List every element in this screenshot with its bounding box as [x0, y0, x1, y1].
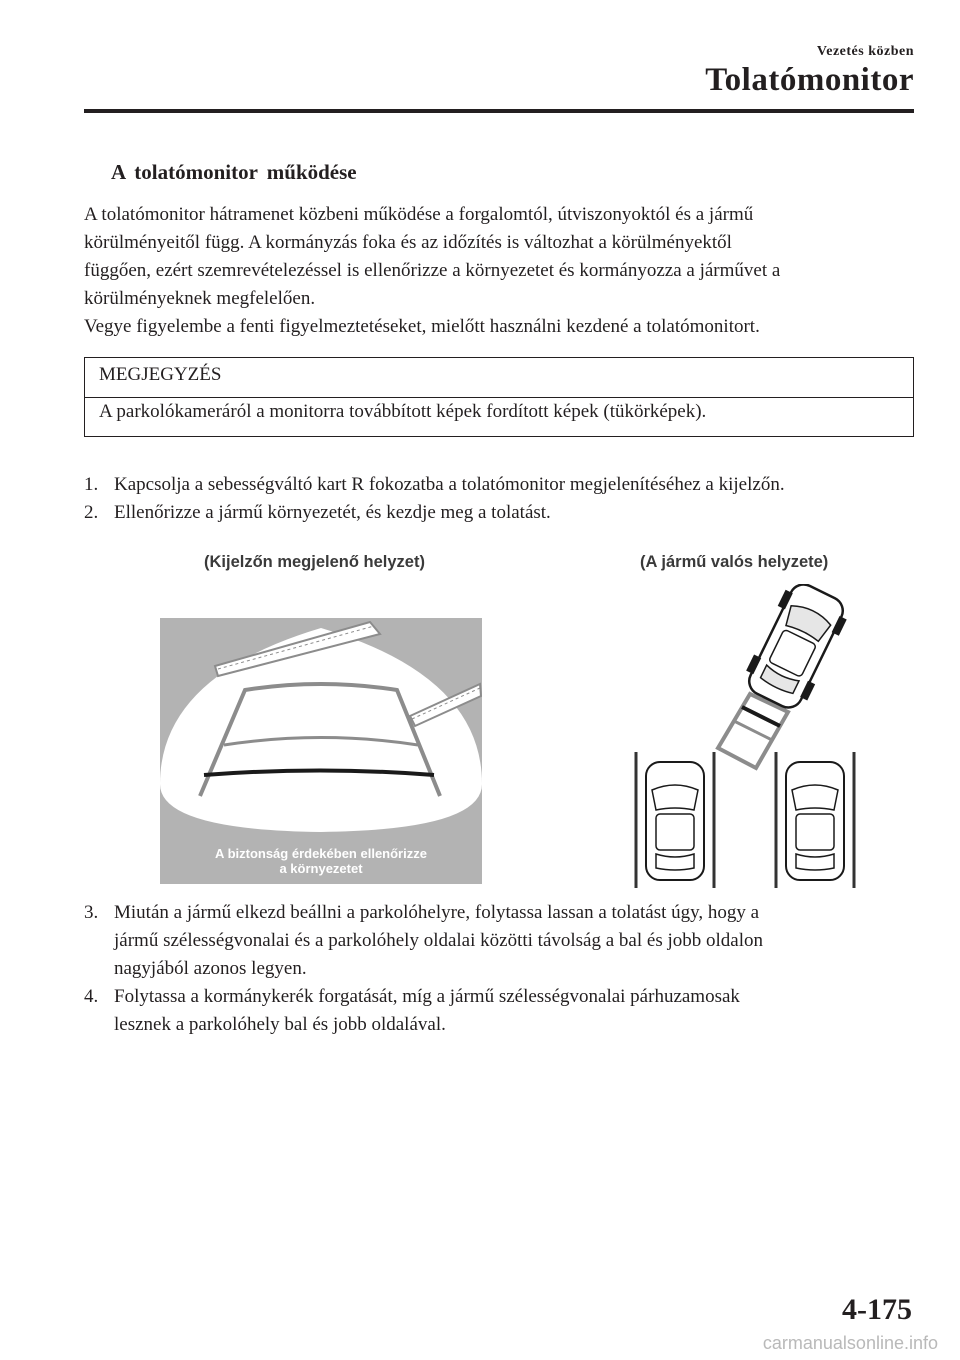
- vehicle-position-illustration: [628, 584, 860, 890]
- note-title: MEGJEGYZÉS: [99, 364, 222, 385]
- caption-display-view: (Kijelzőn megjelenő helyzet): [204, 553, 425, 571]
- step-item-continued: [84, 1011, 924, 1039]
- step-number: 1.: [84, 474, 99, 495]
- parked-car-left: [646, 762, 704, 880]
- intro-line: Vegye figyelembe a fenti figyelmeztetéseket, mielőtt használni kezdené a tolatómonitort.: [84, 316, 760, 337]
- step-text: nagyjából azonos legyen.: [114, 958, 307, 979]
- intro-line: függően, ezért szemrevételezéssel is ellenőrizze a környezetet és kormányozza a járművet a: [84, 260, 781, 281]
- intro-line: körülményeitől függ. A kormányzás foka és az időzítés is változhat a körülményektől: [84, 232, 732, 253]
- step-item-continued: [84, 955, 924, 983]
- step-item-continued: [84, 927, 924, 955]
- page-title: Tolatómonitor: [705, 62, 914, 98]
- intro-line: körülményeknek megfelelően.: [84, 288, 316, 309]
- section-label: Vezetés közben: [816, 44, 914, 59]
- step-text: Miután a jármű elkezd beállni a parkolóhelyre, folytassa lassan a tolatást úgy, hogy a: [114, 902, 760, 923]
- step-text: lesznek a parkolóhely bal és jobb oldalával.: [114, 1014, 446, 1035]
- step-item: [84, 499, 924, 527]
- page-number: 4-175: [842, 1293, 912, 1326]
- step-number: 4.: [84, 986, 99, 1007]
- step-item: [84, 983, 924, 1011]
- step-text: Folytassa a kormánykerék forgatását, míg a jármű szélességvonalai párhuzamosak: [114, 986, 740, 1007]
- step-item: [84, 471, 924, 499]
- watermark: carmanualsonline.info: [762, 1333, 938, 1353]
- step-text: Kapcsolja a sebességváltó kart R fokozatba a tolatómonitor megjelenítéséhez a kijelzőn.: [114, 474, 785, 495]
- step-number: 2.: [84, 502, 99, 523]
- title-rule: [84, 109, 914, 113]
- caption-real-position: (A jármű valós helyzete): [640, 553, 829, 571]
- intro-paragraph: [84, 201, 919, 341]
- step-text: Ellenőrizze a jármű környezetét, és kezdje meg a tolatást.: [114, 502, 551, 523]
- section-heading: A tolatómonitor működése: [111, 160, 357, 184]
- step-number: 3.: [84, 902, 99, 923]
- note-divider: [85, 397, 913, 398]
- screen-safety-message: a környezetet: [279, 861, 363, 876]
- note-text: A parkolókameráról a monitorra továbbított képek fordított képek (tükörképek).: [99, 401, 707, 422]
- intro-line: A tolatómonitor hátramenet közbeni működése a forgalomtól, útviszonyoktól és a jármű: [84, 204, 754, 225]
- parked-car-right: [786, 762, 844, 880]
- screen-safety-message: A biztonság érdekében ellenőrizze: [215, 846, 427, 861]
- monitor-screen-illustration: [160, 618, 482, 884]
- note-box: [84, 357, 914, 437]
- step-text: jármű szélességvonalai és a parkolóhely oldalai közötti távolság a bal és jobb oldalon: [114, 930, 763, 951]
- step-item: [84, 899, 924, 927]
